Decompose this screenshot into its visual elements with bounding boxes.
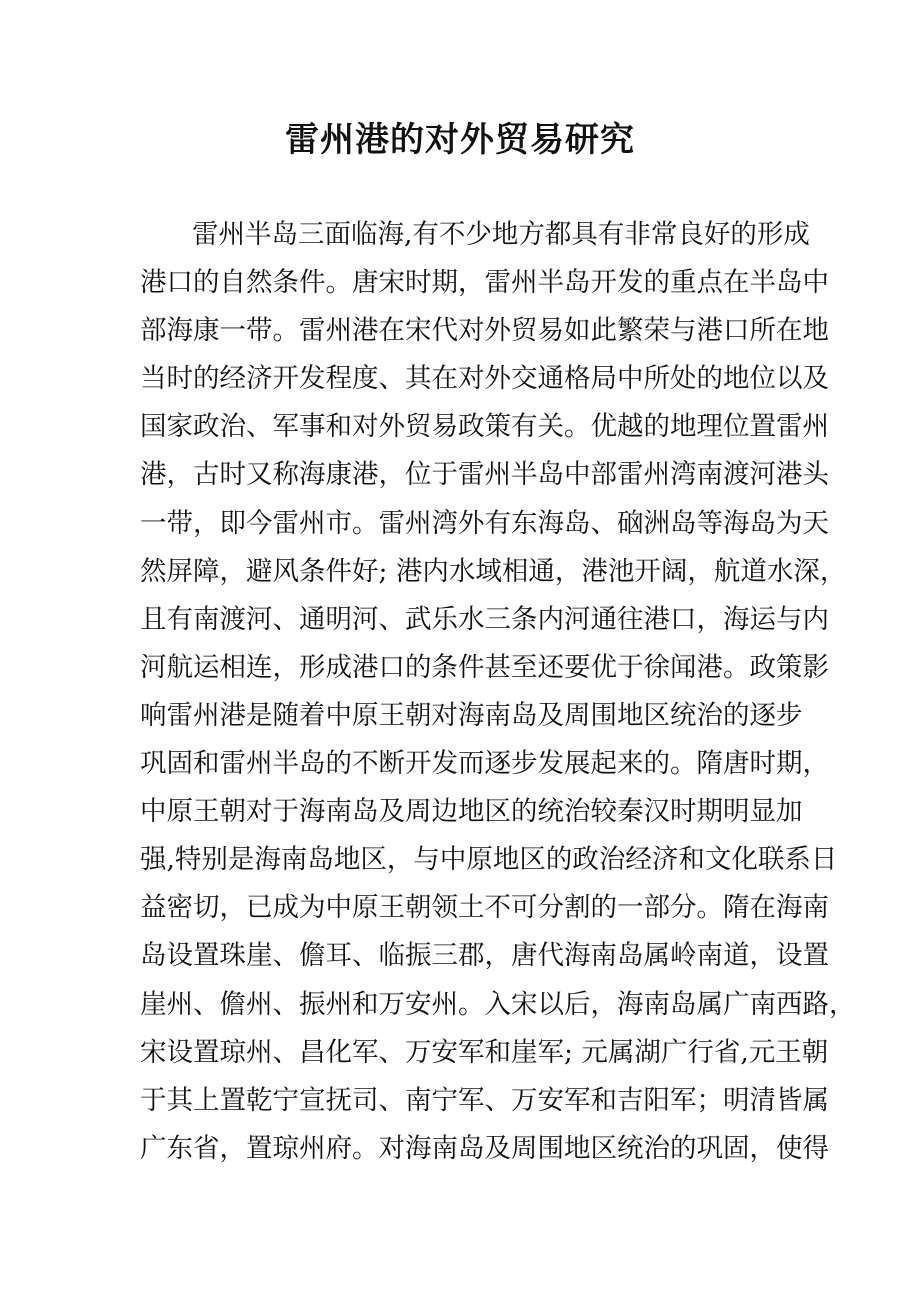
- paragraph-line: 港口的自然条件。唐宋时期，雷州半岛开发的重点在半岛中: [140, 267, 829, 299]
- paragraph-line: 然屏障，避风条件好; 港内水域相通，港池开阔，航道水深，: [140, 555, 847, 587]
- paragraph-line: 港，古时又称海康港，位于雷州半岛中部雷州湾南渡河港头: [140, 459, 829, 491]
- paragraph-line: 广东省，置琼州府。对海南岛及周围地区统治的巩固，使得: [140, 1132, 829, 1164]
- paragraph-line: 当时的经济开发程度、其在对外交通格局中所处的地位以及: [140, 363, 829, 395]
- paragraph-line: 崖州、儋州、振州和万安州。入宋以后，海南岛属广南西路，: [140, 988, 856, 1020]
- paragraph-line: 响雷州港是随着中原王朝对海南岛及周围地区统治的逐步: [140, 699, 803, 731]
- paragraph-line: 河航运相连，形成港口的条件甚至还要优于徐闻港。政策影: [140, 651, 829, 683]
- paragraph-line: 强,特别是海南岛地区，与中原地区的政治经济和文化联系日: [140, 844, 838, 876]
- document-title: 雷州港的对外贸易研究: [285, 120, 635, 160]
- paragraph-line: 一带，即今雷州市。雷州湾外有东海岛、硇洲岛等海岛为天: [140, 507, 829, 539]
- document-body: [140, 211, 856, 1173]
- paragraph-line: 国家政治、军事和对外贸易政策有关。优越的地理位置雷州: [140, 411, 829, 443]
- paragraph-line: 部海康一带。雷州港在宋代对外贸易如此繁荣与港口所在地: [140, 315, 829, 347]
- paragraph-line: 益密切，已成为中原王朝领土不可分割的一部分。隋在海南: [140, 892, 829, 924]
- paragraph-line: 雷州半岛三面临海,有不少地方都具有非常良好的形成: [192, 219, 810, 250]
- paragraph-line: 巩固和雷州半岛的不断开发而逐步发展起来的。隋唐时期，: [140, 748, 829, 780]
- paragraph-line: 岛设置珠崖、儋耳、临振三郡，唐代海南岛属岭南道，设置: [140, 940, 829, 972]
- paragraph-line: 且有南渡河、通明河、武乐水三条内河通往港口，海运与内: [140, 603, 829, 635]
- paragraph-line: 宋设置琼州、昌化军、万安军和崖军; 元属湖广行省,元王朝: [140, 1036, 829, 1068]
- paragraph-line: 中原王朝对于海南岛及周边地区的统治较秦汉时期明显加: [140, 796, 803, 828]
- paragraph-line: 于其上置乾宁宣抚司、南宁军、万安军和吉阳军；明清皆属: [140, 1084, 829, 1116]
